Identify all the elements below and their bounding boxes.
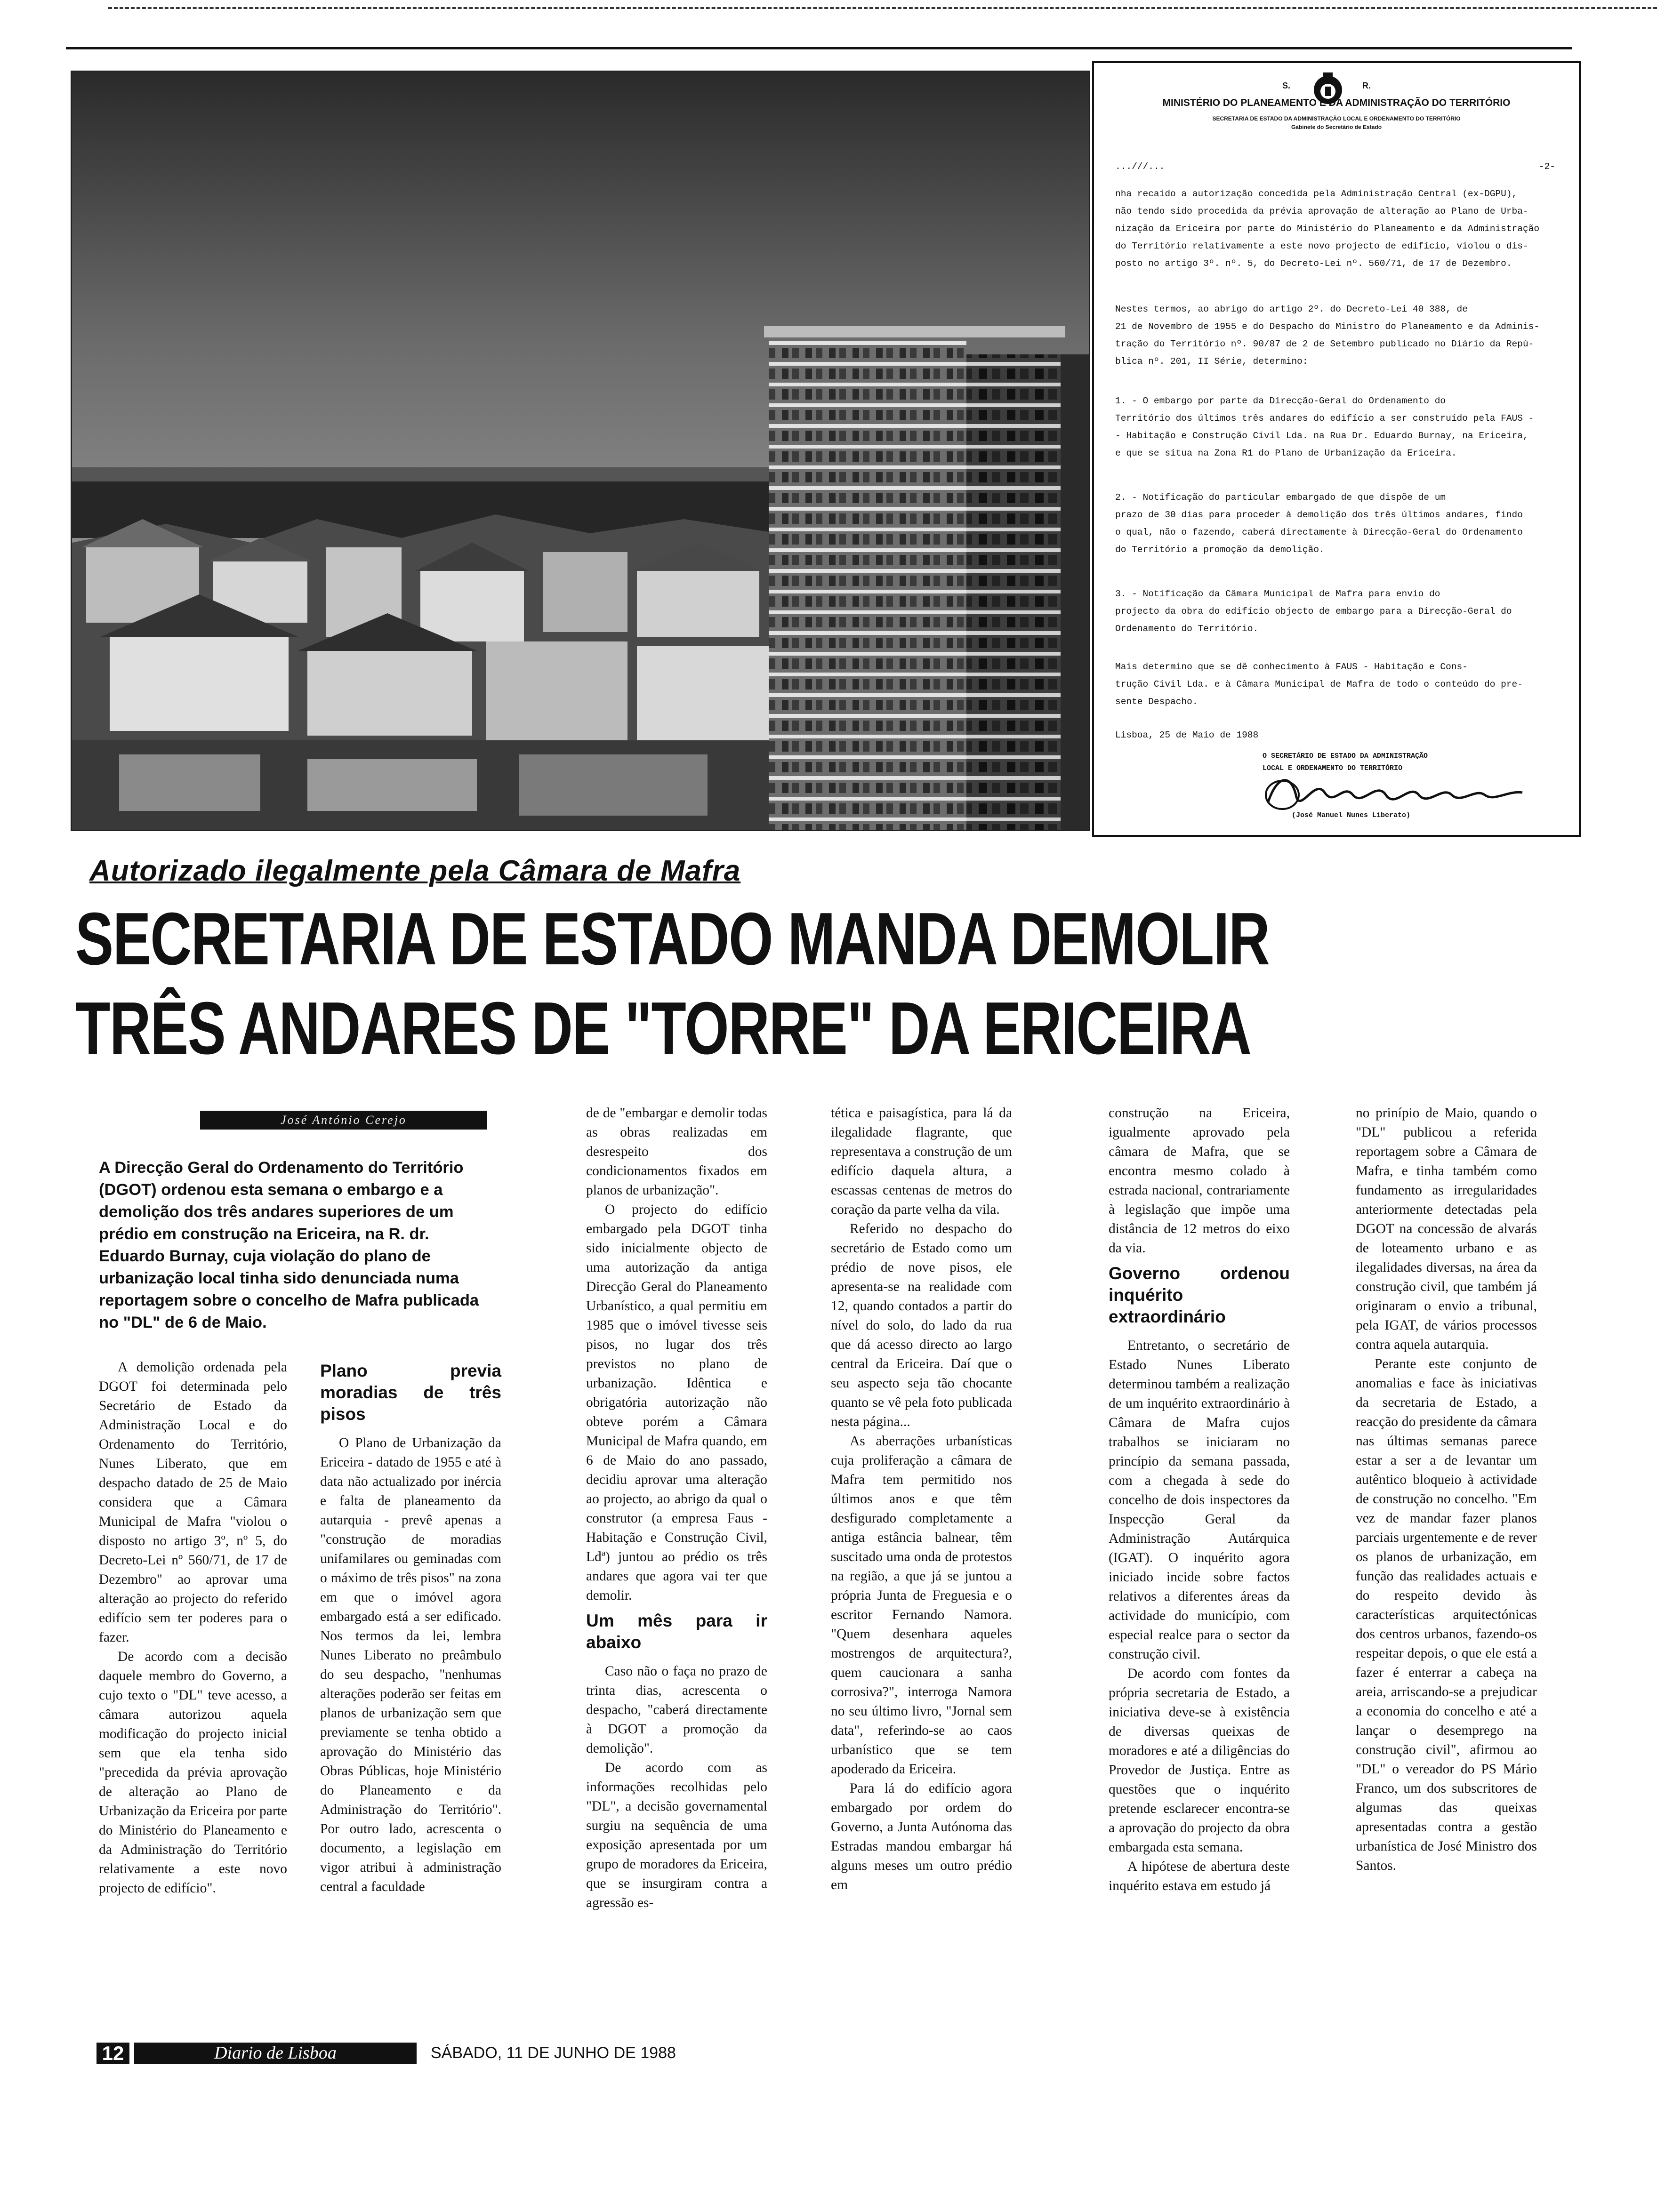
article-column-6 bbox=[1356, 1104, 1537, 1875]
doc-ministry-heading: MINISTÉRIO DO PLANEAMENTO E DA ADMINISTRAÇÃO DO TERRITÓRIO bbox=[1162, 97, 1511, 108]
article-paragraph: Referido no despacho do secretário de Estado como um prédio de nove pisos, ele apresenta-se na realidade com 12, quando contados a partir do nível do solo, do lado da rua que dá acesso directo ao largo central da Ericeira. Daí que o seu aspecto seja tão chocante quanto se vê pela foto publicada nesta página... bbox=[831, 1221, 1012, 1429]
article-paragraph: de de "embargar e demolir todas as obras realizadas em desrespeito dos condicionamentos fixados em planos de urbanização". bbox=[586, 1106, 767, 1198]
doc-place-date: Lisboa, 25 de Maio de 1988 bbox=[1115, 730, 1259, 740]
doc-s-mark: S. bbox=[1282, 81, 1291, 90]
doc-cabinet: Gabinete do Secretário de Estado bbox=[1291, 124, 1382, 130]
headline-line-2: TRÊS ANDARES DE "TORRE" DA ERICEIRA bbox=[75, 987, 1251, 1070]
article-paragraph: A hipótese de abertura deste inquérito estava em estudo já bbox=[1109, 1859, 1290, 1893]
doc-paragraph: 1. - O embargo por parte da Direcção-Geral do Ordenamento do Território dos últimos três andares do edifício a ser construído pela FAUS - - Habitação e Construção Civil Lda. na Rua Dr. Eduardo Burnay, na Ericeira, e que se situa na Zona R1 do Plano de Urbanização da Ericeira. bbox=[1115, 396, 1534, 458]
article-paragraph: Entretanto, o secretário de Estado Nunes Liberato determinou também a realização de um inquérito extraordinário à Câmara de Mafra cujos trabalhos se iniciaram no princípio da semana passada, com a chegada à sede do concelho de dois inspectores da Inspecção Geral da Administração Autárquica (IGAT). O inquérito agora iniciado incide sobre factos relativos a diferentes áreas da actividade do município, com especial realce para o sector da construção civil. bbox=[1109, 1338, 1290, 1662]
subheading: Plano previa moradias de três pisos bbox=[320, 1361, 501, 1424]
top-frame-rule bbox=[66, 47, 1572, 49]
headline-kicker: Autorizado ilegalmente pela Câmara de Mafra bbox=[89, 855, 741, 887]
doc-paragraph: Nestes termos, ao abrigo do artigo 2º. do Decreto-Lei 40 388, de 21 de Novembro de 1955 e do Despacho do Ministro do Planeamento e da Adminis- tração do Território nº. 90/87 de 2 de Setembro publicado no Diário da Repú- blica nº. 201, II Série, determino: bbox=[1115, 304, 1540, 367]
doc-paragraph: Mais determino que se dê conhecimento à FAUS - Habitação e Cons- trução Civil Lda. e à Câmara Municipal de Mafra de todo o conteúdo do pre- sente Despacho. bbox=[1115, 662, 1523, 707]
article-column-3 bbox=[586, 1104, 767, 1913]
article-paragraph: no prinípio de Maio, quando o "DL" publicou a referida reportagem sobre a Câmara de Mafra, e tinha também como fundamento as irregularidades anteriormente detectadas pela DGOT na concessão de alvarás de loteamento urbano e as ilegalidades diversas, na área da construção civil, que também já originaram o envio a tribunal, pela IGAT, de vários processos contra aquela autarquia. bbox=[1356, 1106, 1537, 1352]
handwritten-signature bbox=[1263, 769, 1527, 811]
article-column-1 bbox=[99, 1358, 287, 1898]
article-paragraph: De acordo com a decisão daquele membro do Governo, a cujo texto o "DL" teve acesso, a câmara autorizou aquela modificação do projecto inicial sem que ela tenha sido "precedida da prévia aprovação de alteração ao Plano de Urbanização da Ericeira por parte do Ministério do Planeamento e da Administração do Território relativamente a este novo projecto de edifício". bbox=[99, 1649, 287, 1896]
ericeira-tower-photo bbox=[71, 71, 1090, 831]
article-paragraph: O projecto do edifício embargado pela DGOT tinha sido inicialmente objecto de uma autorização da antiga Direcção Geral do Planeamento Urbanístico, a qual permitiu em 1985 que o imóvel tivesse seis pisos, no lugar dos três previstos no plano de urbanização. Idêntica e obrigatória autorização não obteve porém a Câmara Municipal de Mafra quando, em 6 de Maio do ano passado, decidiu aprovar uma alteração ao projecto, ao abrigo da qual o construtor (a empresa Faus - Habitação e Construção Civil, Ldª) juntou ao prédio os três andares que agora vai ter que demolir. bbox=[586, 1202, 767, 1603]
article-paragraph: A demolição ordenada pela DGOT foi determinada pelo Secretário de Estado da Administração Local e do Ordenamento do Território, Nunes Liberato, que em despacho datado de 25 de Maio considera que a Câmara Municipal de Mafra "violou o disposto no artigo 3º, nº 5, do Decreto-Lei nº 560/71, de 17 de Dezembro" ao aprovar uma alteração ao projecto do referido edifício sem ter poderes para o fazer. bbox=[99, 1360, 287, 1645]
article-column-5 bbox=[1109, 1104, 1290, 1896]
article-paragraph: construção na Ericeira, igualmente aprovado pela câmara de Mafra, que se encontra mesmo colado à estrada nacional, contrariamente à legislação que impõe uma distância de 12 metros do eixo da via. bbox=[1109, 1106, 1290, 1256]
top-dashed-rule bbox=[108, 7, 1657, 9]
doc-signatory-title: O SECRETÁRIO DE ESTADO DA ADMINISTRAÇÃO LOCAL E ORDENAMENTO DO TERRITÓRIO bbox=[1263, 752, 1428, 772]
article-paragraph: De acordo com fontes da própria secretaria de Estado, a iniciativa deve-se à existência de diversas queixas de moradores e até a diligências do Provedor de Justiça. Entre as questões que o inquérito pretende esclarecer encontra-se a aprovação do projecto da obra embargada esta semana. bbox=[1109, 1666, 1290, 1855]
headline-line-1: SECRETARIA DE ESTADO MANDA DEMOLIR bbox=[75, 898, 1270, 980]
subheading: Governo ordenou inquérito extraordinário bbox=[1109, 1264, 1290, 1326]
doc-paragraph: nha recaído a autorização concedida pela Administração Central (ex-DGPU), não tendo sido procedida da prévia aprovação de alteração ao Plano de Urba- nização da Ericeira por parte do Ministério do Planeamento e da Administração do Território relativamente a este novo projecto de edifício, violou o dis- posto no artigo 3º. nº. 5, do Decreto-Lei nº. 560/71, de 17 de Dezembro. bbox=[1115, 189, 1540, 269]
doc-continuation-mark: ...///... bbox=[1115, 161, 1165, 172]
masthead-logo: Diario de Lisboa bbox=[134, 2043, 417, 2064]
doc-r-mark: R. bbox=[1362, 81, 1371, 90]
article-paragraph: Para lá do edifício agora embargado por ordem do Governo, a Junta Autónoma das Estradas mandou embargar há alguns meses um outro prédio em bbox=[831, 1781, 1012, 1892]
doc-paragraph: 3. - Notificação da Câmara Municipal de Mafra para envio do projecto da obra do edifício objecto de embargo para a Direcção-Geral do Ordenamento do Território. bbox=[1115, 589, 1512, 634]
article-column-2 bbox=[320, 1355, 501, 1897]
article-column-4 bbox=[831, 1104, 1012, 1895]
article-paragraph: O Plano de Urbanização da Ericeira - datado de 1955 e até à data não actualizado por inércia e falta de planeamento da autarquia - prevê apenas a "construção de moradias unifamilares ou geminadas com o máximo de três pisos" na zona em que o imóvel agora embargado está a ser edificado. Nos termos da lei, lembra Nunes Liberato no preâmbulo do seu despacho, "nenhumas alterações poderão ser feitas em planos de urbanização sem que previamente se tenha obtido a aprovação do Ministério das Obras Públicas, hoje Ministério do Planeamento e da Administração do Território". Por outro lado, acrescenta o documento, a legislação em vigor atribui à administração central a faculdade bbox=[320, 1435, 501, 1894]
article-paragraph: Caso não o faça no prazo de trinta dias, acrescenta o despacho, "caberá directamente à DGOT a promoção da demolição". bbox=[586, 1664, 767, 1756]
byline: José António Cerejo bbox=[200, 1111, 487, 1130]
official-dispatch-document bbox=[1092, 61, 1581, 837]
article-paragraph: De acordo com as informações recolhidas pelo "DL", a decisão governamental surgiu na sequência de uma exposição apresentada por um grupo de moradores da Ericeira, que se insurgiram contra a agressão es- bbox=[586, 1760, 767, 1910]
doc-signatory-name: (José Manuel Nunes Liberato) bbox=[1292, 811, 1411, 819]
doc-secretariat: SECRETARIA DE ESTADO DA ADMINISTRAÇÃO LOCAL E ORDENAMENTO DO TERRITÓRIO bbox=[1212, 115, 1461, 122]
article-paragraph: As aberrações urbanísticas cuja proliferação a câmara de Mafra tem permitido nos últimos anos e que têm desfigurado completamente a antiga estância balnear, têm suscitado uma onda de protestos na região, a que já se juntou a própria Junta de Freguesia e o escritor Fernando Namora. "Quem desenhara aqueles mostrengos de arquitectura?, quem caucionara a sanha corrosiva?", interroga Namora no seu último livro, "Jornal sem data", referindo-se ao caos urbanístico que se tem apoderado da Ericeira. bbox=[831, 1434, 1012, 1777]
issue-date: SÁBADO, 11 DE JUNHO DE 1988 bbox=[431, 2044, 676, 2062]
doc-paragraph: 2. - Notificação do particular embargado de que dispõe de um prazo de 30 dias para proceder à demolição dos três últimos andares, findo o qual, não o fazendo, caberá directamente à Direcção-Geral do Ordenamento do Território a promoção da demolição. bbox=[1115, 492, 1523, 555]
article-paragraph: tética e paisagística, para lá da ilegalidade flagrante, que representava a construção de um edifício daquela altura, a escassas centenas de metros do coração da parte velha da vila. bbox=[831, 1106, 1012, 1217]
headline bbox=[75, 894, 1270, 1073]
page-number: 12 bbox=[97, 2043, 129, 2064]
article-paragraph: Perante este conjunto de anomalias e face às iniciativas da secretaria de Estado, a reacção do presidente da câmara nas últimas semanas parece estar a ser a de levantar um autêntico bloqueio à actividade de construção no concelho. "Em vez de mandar fazer planos parciais urgentemente e de rever os planos de urbanização, em função das realidades actuais e do respeito devido às características arquitectónicas dos centros urbanos, fazendo-os respeitar depois, o que ele está a fazer é enterrar a cabeça na areia, arriscando-se a prejudicar a economia do concelho e até a lançar o desemprego na construção civil", afirmou ao "DL" o vereador do PS Mário Franco, um dos subscritores de algumas das queixas apresentadas contra a gestão urbanística de José Ministro dos Santos. bbox=[1356, 1356, 1537, 1873]
doc-page-number: -2- bbox=[1538, 161, 1555, 172]
lede-paragraph: A Direcção Geral do Ordenamento do Território (DGOT) ordenou esta semana o embargo e a demolição dos três andares superiores de um prédio em construção na Ericeira, na R. dr. Eduardo Burnay, cuja violação do plano de urbanização local tinha sido denunciada numa reportagem sobre o concelho de Mafra publicada no "DL" de 6 de Maio. bbox=[99, 1159, 479, 1331]
subheading: Um mês para ir abaixo bbox=[586, 1611, 767, 1652]
